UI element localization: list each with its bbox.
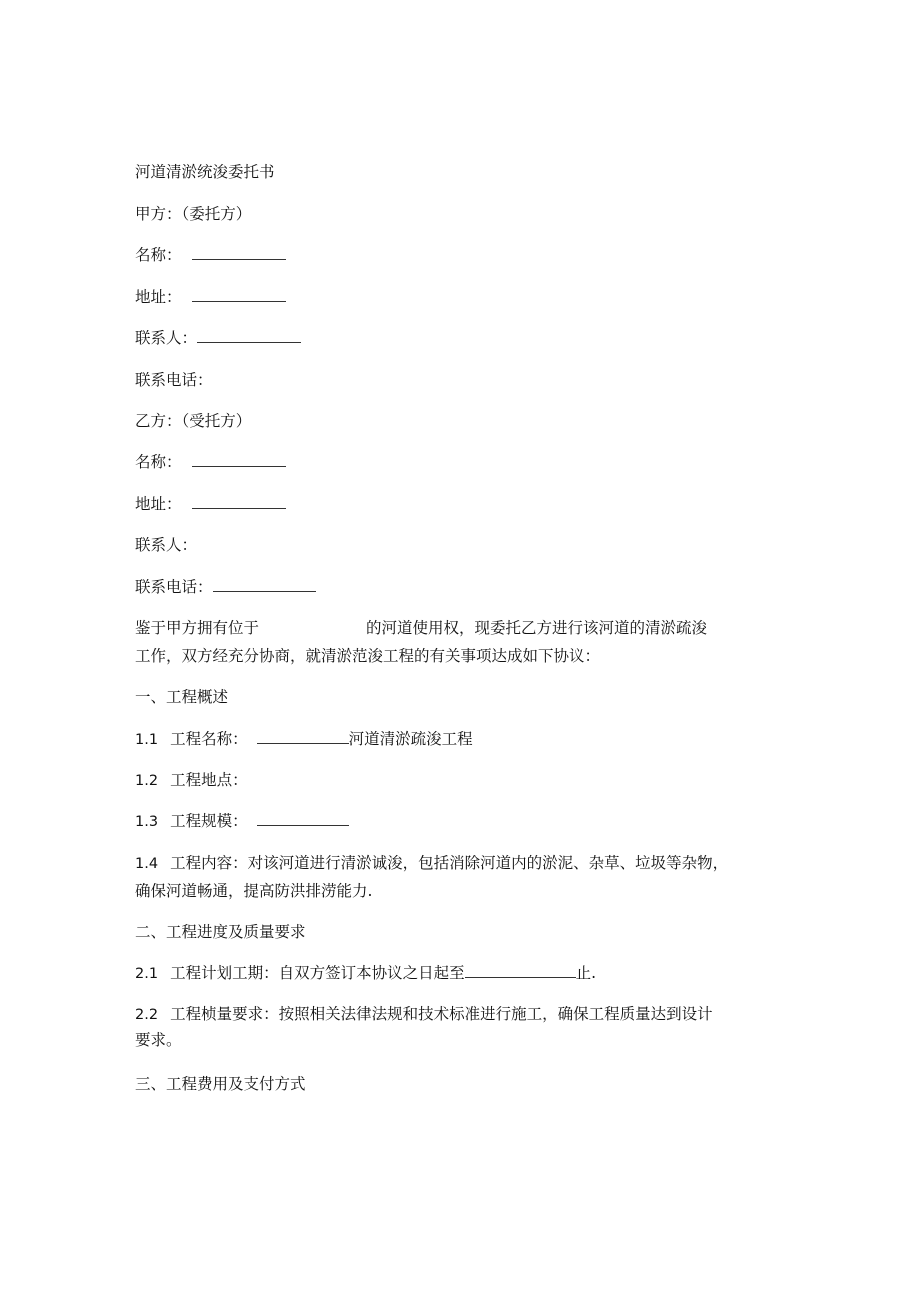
section-1-heading: 一、工程概述 bbox=[135, 688, 229, 706]
blank-line bbox=[465, 963, 576, 978]
party-b-address: 地址： bbox=[135, 494, 286, 514]
party-b-name: 名称： bbox=[135, 452, 286, 472]
blank-line bbox=[192, 494, 286, 509]
section-2-heading: 二、工程进度及质量要求 bbox=[135, 923, 306, 941]
document-title: 河道清淤统浚委托书 bbox=[135, 163, 275, 181]
party-a-name: 名称： bbox=[135, 245, 286, 265]
party-b-contact: 联系人： bbox=[135, 536, 198, 554]
party-a-phone: 联系电话： bbox=[135, 371, 213, 389]
party-b-heading: 乙方：（受托方） bbox=[135, 412, 252, 430]
preamble-line-2: 工作，双方经充分协商，就清淤范浚工程的有关事项达成如下协议： bbox=[135, 647, 601, 665]
blank-line bbox=[192, 287, 286, 302]
blank-line bbox=[257, 729, 349, 744]
section-3-heading: 三、工程费用及支付方式 bbox=[135, 1075, 306, 1093]
blank-line bbox=[192, 452, 286, 467]
item-2-2-line-2: 要求。 bbox=[135, 1031, 182, 1049]
blank-line bbox=[192, 245, 286, 260]
preamble-line-1: 鉴于甲方拥有位于 的河道使用权，现委托乙方进行该河道的清淤疏浚 bbox=[135, 619, 708, 637]
party-b-phone: 联系电话： bbox=[135, 577, 316, 597]
item-2-2-line-1: 2.2 工程桢量要求：按照相关法律法规和技术标准进行施工，确保工程质量达到设计 bbox=[135, 1005, 713, 1023]
blank-line bbox=[197, 328, 301, 343]
item-1-1: 1.1 工程名称： 河道清淤疏浚工程 bbox=[135, 730, 473, 748]
item-1-2: 1.2 工程地点： bbox=[135, 771, 248, 789]
blank-line bbox=[257, 811, 349, 826]
party-a-contact: 联系人： bbox=[135, 328, 301, 348]
blank-line bbox=[213, 577, 316, 592]
item-1-4-line-1: 1.4 工程内容：对该河道进行清淤诚浚，包括消除河道内的淤泥、杂草、垃圾等杂物， bbox=[135, 854, 729, 872]
item-1-3: 1.3 工程规模： bbox=[135, 811, 349, 832]
party-a-address: 地址： bbox=[135, 287, 286, 307]
item-1-4-line-2: 确保河道畅通，提高防洪排涝能力. bbox=[135, 882, 373, 900]
item-2-1: 2.1 工程计划工期：自双方签订本协议之日起至 止. bbox=[135, 964, 597, 982]
party-a-heading: 甲方：（委托方） bbox=[135, 205, 252, 223]
